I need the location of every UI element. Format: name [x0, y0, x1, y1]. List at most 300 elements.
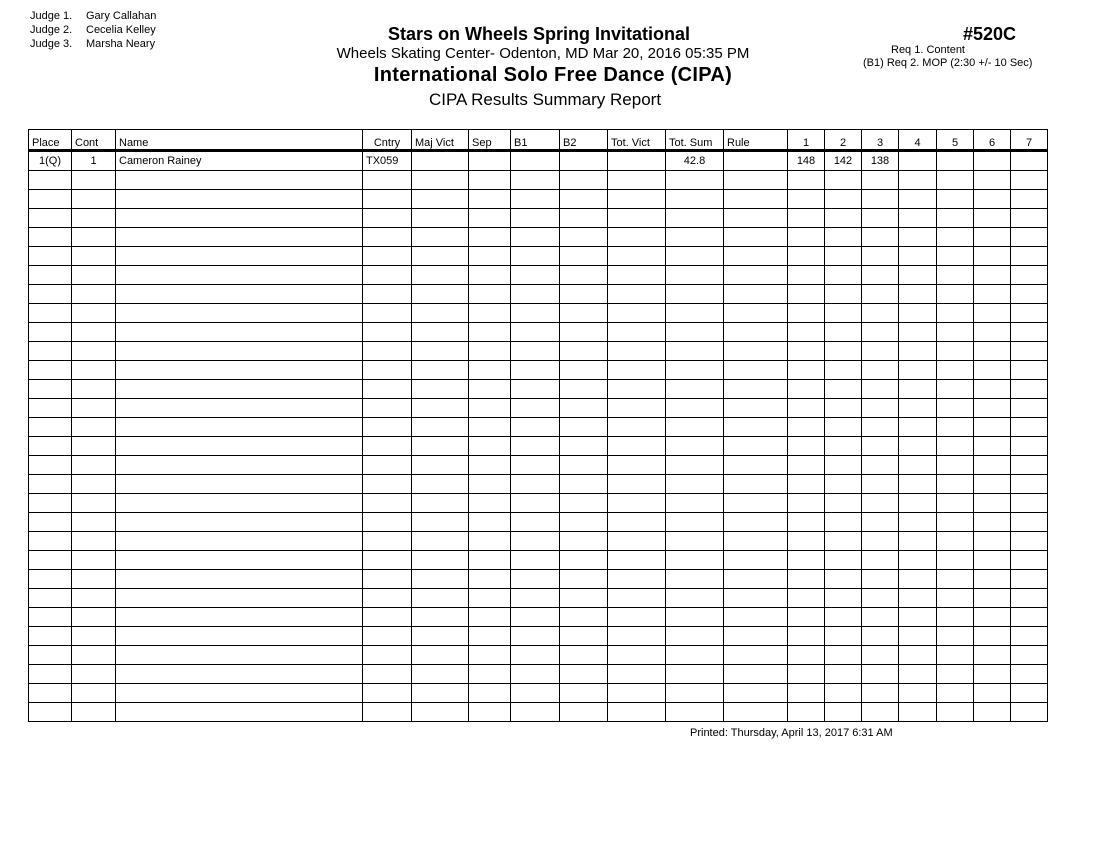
empty-cell — [608, 513, 666, 532]
judge-3: Judge 3. Marsha Neary — [30, 38, 156, 50]
empty-cell — [724, 494, 788, 513]
empty-cell — [469, 304, 511, 323]
col-header-rule: Rule — [724, 130, 788, 151]
empty-cell — [974, 608, 1011, 627]
empty-cell — [29, 684, 72, 703]
empty-cell — [29, 646, 72, 665]
empty-cell — [116, 285, 363, 304]
empty-cell — [899, 475, 937, 494]
col-header-maj-vict: Maj Vict — [412, 130, 469, 151]
empty-cell — [116, 646, 363, 665]
empty-cell — [116, 304, 363, 323]
empty-cell — [862, 418, 899, 437]
empty-cell — [29, 665, 72, 684]
judge-name: Gary Callahan — [86, 10, 157, 22]
empty-cell — [608, 589, 666, 608]
empty-cell — [666, 475, 724, 494]
empty-cell — [899, 323, 937, 342]
empty-cell — [937, 456, 974, 475]
empty-cell — [974, 551, 1011, 570]
empty-cell — [724, 323, 788, 342]
empty-cell — [412, 665, 469, 684]
table-row — [29, 513, 1048, 532]
empty-cell — [116, 380, 363, 399]
empty-cell — [666, 494, 724, 513]
empty-cell — [862, 399, 899, 418]
empty-cell — [29, 551, 72, 570]
empty-cell — [788, 171, 825, 190]
empty-cell — [363, 266, 412, 285]
empty-cell — [937, 399, 974, 418]
empty-cell — [1011, 304, 1048, 323]
empty-cell — [724, 665, 788, 684]
empty-cell — [72, 209, 116, 228]
empty-cell — [666, 209, 724, 228]
empty-cell — [29, 418, 72, 437]
empty-cell — [608, 361, 666, 380]
empty-cell — [724, 228, 788, 247]
empty-cell — [937, 304, 974, 323]
empty-cell — [899, 608, 937, 627]
empty-cell — [412, 190, 469, 209]
empty-cell — [608, 247, 666, 266]
empty-cell — [1011, 684, 1048, 703]
cell-sep — [469, 151, 511, 171]
empty-cell — [412, 551, 469, 570]
empty-cell — [825, 209, 862, 228]
empty-cell — [825, 228, 862, 247]
empty-cell — [412, 532, 469, 551]
empty-cell — [363, 209, 412, 228]
empty-cell — [937, 323, 974, 342]
empty-cell — [937, 285, 974, 304]
table-row — [29, 304, 1048, 323]
empty-cell — [788, 456, 825, 475]
empty-cell — [666, 646, 724, 665]
empty-cell — [116, 551, 363, 570]
empty-cell — [1011, 589, 1048, 608]
empty-cell — [363, 247, 412, 266]
empty-cell — [72, 190, 116, 209]
col-header-judge-7: 7 — [1011, 130, 1048, 151]
empty-cell — [899, 513, 937, 532]
competition-title: Stars on Wheels Spring Invitational — [387, 24, 691, 44]
empty-cell — [862, 456, 899, 475]
empty-cell — [825, 342, 862, 361]
empty-cell — [29, 399, 72, 418]
empty-cell — [560, 532, 608, 551]
empty-cell — [608, 266, 666, 285]
empty-cell — [608, 418, 666, 437]
empty-cell — [29, 456, 72, 475]
table-row — [29, 665, 1048, 684]
empty-cell — [72, 475, 116, 494]
empty-cell — [937, 380, 974, 399]
empty-cell — [724, 380, 788, 399]
empty-cell — [29, 494, 72, 513]
empty-cell — [29, 342, 72, 361]
cell-b1 — [511, 151, 560, 171]
empty-cell — [666, 456, 724, 475]
table-row — [29, 266, 1048, 285]
empty-cell — [29, 570, 72, 589]
empty-cell — [724, 532, 788, 551]
results-table — [28, 129, 1048, 722]
empty-cell — [363, 190, 412, 209]
empty-cell — [72, 342, 116, 361]
empty-cell — [511, 532, 560, 551]
empty-cell — [511, 570, 560, 589]
empty-cell — [666, 570, 724, 589]
empty-cell — [974, 190, 1011, 209]
empty-cell — [825, 665, 862, 684]
empty-cell — [788, 513, 825, 532]
empty-cell — [72, 627, 116, 646]
empty-cell — [412, 589, 469, 608]
empty-cell — [412, 475, 469, 494]
cell-name: Cameron Rainey — [116, 151, 363, 171]
cell-judge-7 — [1011, 151, 1048, 171]
empty-cell — [560, 323, 608, 342]
empty-cell — [862, 323, 899, 342]
empty-cell — [560, 418, 608, 437]
empty-cell — [363, 646, 412, 665]
empty-cell — [412, 361, 469, 380]
empty-cell — [608, 171, 666, 190]
empty-cell — [116, 418, 363, 437]
empty-cell — [724, 589, 788, 608]
empty-cell — [29, 190, 72, 209]
empty-cell — [1011, 551, 1048, 570]
empty-cell — [862, 304, 899, 323]
empty-cell — [560, 190, 608, 209]
table-row — [29, 228, 1048, 247]
empty-cell — [363, 304, 412, 323]
empty-cell — [666, 532, 724, 551]
table-row — [29, 285, 1048, 304]
empty-cell — [825, 570, 862, 589]
empty-cell — [974, 418, 1011, 437]
empty-cell — [974, 209, 1011, 228]
empty-cell — [116, 209, 363, 228]
empty-cell — [72, 513, 116, 532]
empty-cell — [724, 646, 788, 665]
cell-tot-sum: 42.8 — [666, 151, 724, 171]
empty-cell — [116, 627, 363, 646]
empty-cell — [1011, 475, 1048, 494]
empty-cell — [469, 494, 511, 513]
empty-cell — [724, 190, 788, 209]
empty-cell — [469, 190, 511, 209]
empty-cell — [116, 684, 363, 703]
empty-cell — [511, 171, 560, 190]
empty-cell — [974, 570, 1011, 589]
empty-cell — [862, 247, 899, 266]
empty-cell — [560, 570, 608, 589]
empty-cell — [412, 380, 469, 399]
empty-cell — [469, 665, 511, 684]
empty-cell — [1011, 266, 1048, 285]
table-row — [29, 646, 1048, 665]
empty-cell — [974, 684, 1011, 703]
empty-cell — [560, 228, 608, 247]
empty-cell — [788, 475, 825, 494]
empty-cell — [560, 646, 608, 665]
empty-cell — [363, 703, 412, 722]
empty-cell — [937, 551, 974, 570]
empty-cell — [1011, 456, 1048, 475]
empty-cell — [72, 551, 116, 570]
empty-cell — [788, 228, 825, 247]
empty-cell — [788, 361, 825, 380]
empty-cell — [666, 171, 724, 190]
empty-cell — [974, 589, 1011, 608]
empty-cell — [788, 266, 825, 285]
empty-cell — [363, 418, 412, 437]
empty-cell — [511, 190, 560, 209]
empty-cell — [511, 209, 560, 228]
empty-cell — [666, 304, 724, 323]
empty-cell — [825, 608, 862, 627]
empty-cell — [899, 380, 937, 399]
empty-cell — [937, 342, 974, 361]
empty-cell — [1011, 494, 1048, 513]
empty-cell — [724, 608, 788, 627]
table-row — [29, 399, 1048, 418]
empty-cell — [116, 190, 363, 209]
empty-cell — [1011, 608, 1048, 627]
empty-cell — [116, 456, 363, 475]
empty-cell — [469, 513, 511, 532]
empty-cell — [937, 513, 974, 532]
empty-cell — [899, 190, 937, 209]
empty-cell — [412, 570, 469, 589]
empty-cell — [724, 456, 788, 475]
empty-cell — [788, 551, 825, 570]
empty-cell — [724, 361, 788, 380]
empty-cell — [724, 684, 788, 703]
empty-cell — [560, 551, 608, 570]
empty-cell — [862, 342, 899, 361]
empty-cell — [937, 437, 974, 456]
table-row — [29, 608, 1048, 627]
empty-cell — [116, 570, 363, 589]
empty-cell — [560, 589, 608, 608]
empty-cell — [788, 684, 825, 703]
empty-cell — [363, 285, 412, 304]
empty-cell — [363, 456, 412, 475]
printed-timestamp: Printed: Thursday, April 13, 2017 6:31 AM — [690, 727, 893, 739]
col-header-b2: B2 — [560, 130, 608, 151]
empty-cell — [469, 285, 511, 304]
empty-cell — [937, 665, 974, 684]
empty-cell — [560, 456, 608, 475]
empty-cell — [29, 228, 72, 247]
empty-cell — [724, 171, 788, 190]
empty-cell — [72, 380, 116, 399]
empty-cell — [974, 361, 1011, 380]
empty-cell — [560, 665, 608, 684]
empty-cell — [412, 646, 469, 665]
cell-judge-5 — [937, 151, 974, 171]
empty-cell — [724, 627, 788, 646]
empty-cell — [724, 437, 788, 456]
empty-cell — [1011, 418, 1048, 437]
empty-cell — [608, 323, 666, 342]
empty-cell — [412, 323, 469, 342]
empty-cell — [974, 380, 1011, 399]
empty-cell — [412, 437, 469, 456]
empty-cell — [511, 456, 560, 475]
empty-cell — [511, 627, 560, 646]
empty-cell — [974, 171, 1011, 190]
empty-cell — [974, 627, 1011, 646]
empty-cell — [29, 513, 72, 532]
empty-cell — [666, 684, 724, 703]
empty-cell — [511, 342, 560, 361]
empty-cell — [666, 285, 724, 304]
empty-cell — [560, 171, 608, 190]
empty-cell — [511, 285, 560, 304]
table-row — [29, 475, 1048, 494]
cell-judge-4 — [899, 151, 937, 171]
empty-cell — [469, 380, 511, 399]
table-row — [29, 361, 1048, 380]
cell-judge-2: 142 — [825, 151, 862, 171]
empty-cell — [511, 608, 560, 627]
empty-cell — [608, 532, 666, 551]
empty-cell — [666, 399, 724, 418]
table-row — [29, 418, 1048, 437]
empty-cell — [608, 209, 666, 228]
empty-cell — [1011, 570, 1048, 589]
empty-cell — [825, 684, 862, 703]
requirement-1: Req 1. Content — [891, 44, 965, 56]
empty-cell — [937, 684, 974, 703]
empty-cell — [937, 608, 974, 627]
empty-cell — [412, 456, 469, 475]
col-header-judge-4: 4 — [899, 130, 937, 151]
col-header-judge-1: 1 — [788, 130, 825, 151]
empty-cell — [862, 532, 899, 551]
empty-cell — [974, 513, 1011, 532]
empty-cell — [788, 703, 825, 722]
empty-cell — [560, 266, 608, 285]
empty-cell — [116, 475, 363, 494]
empty-cell — [412, 342, 469, 361]
empty-cell — [825, 247, 862, 266]
empty-cell — [788, 380, 825, 399]
empty-cell — [937, 475, 974, 494]
empty-cell — [899, 703, 937, 722]
empty-cell — [469, 228, 511, 247]
empty-cell — [560, 494, 608, 513]
table-row — [29, 532, 1048, 551]
empty-cell — [899, 684, 937, 703]
empty-cell — [469, 418, 511, 437]
empty-cell — [974, 475, 1011, 494]
empty-cell — [899, 532, 937, 551]
empty-cell — [862, 627, 899, 646]
empty-cell — [899, 399, 937, 418]
empty-cell — [412, 247, 469, 266]
empty-cell — [974, 665, 1011, 684]
empty-cell — [511, 399, 560, 418]
empty-cell — [862, 646, 899, 665]
empty-cell — [1011, 513, 1048, 532]
empty-cell — [666, 551, 724, 570]
empty-cell — [724, 551, 788, 570]
empty-cell — [72, 589, 116, 608]
empty-cell — [72, 171, 116, 190]
venue-date: Wheels Skating Center- Odenton, MD Mar 20, 2016 05:35 PM — [336, 45, 750, 62]
empty-cell — [1011, 437, 1048, 456]
empty-cell — [825, 399, 862, 418]
empty-cell — [116, 608, 363, 627]
empty-cell — [608, 551, 666, 570]
empty-cell — [899, 551, 937, 570]
empty-cell — [1011, 228, 1048, 247]
empty-cell — [469, 342, 511, 361]
empty-cell — [469, 532, 511, 551]
empty-cell — [862, 171, 899, 190]
empty-cell — [72, 665, 116, 684]
empty-cell — [937, 418, 974, 437]
empty-cell — [511, 304, 560, 323]
empty-cell — [899, 456, 937, 475]
empty-cell — [560, 342, 608, 361]
empty-cell — [788, 437, 825, 456]
empty-cell — [1011, 361, 1048, 380]
empty-cell — [29, 532, 72, 551]
judge-name: Marsha Neary — [86, 38, 156, 50]
empty-cell — [72, 532, 116, 551]
empty-cell — [560, 209, 608, 228]
table-row — [29, 342, 1048, 361]
empty-cell — [788, 399, 825, 418]
empty-cell — [788, 608, 825, 627]
table-row — [29, 380, 1048, 399]
table-row — [29, 627, 1048, 646]
empty-cell — [825, 627, 862, 646]
empty-cell — [825, 513, 862, 532]
empty-cell — [974, 247, 1011, 266]
table-row — [29, 437, 1048, 456]
cell-cont: 1 — [72, 151, 116, 171]
empty-cell — [1011, 532, 1048, 551]
empty-cell — [788, 665, 825, 684]
empty-cell — [666, 323, 724, 342]
empty-cell — [899, 228, 937, 247]
empty-cell — [72, 494, 116, 513]
empty-cell — [1011, 399, 1048, 418]
empty-cell — [511, 437, 560, 456]
empty-cell — [937, 532, 974, 551]
empty-cell — [862, 209, 899, 228]
empty-cell — [974, 703, 1011, 722]
empty-cell — [666, 665, 724, 684]
empty-cell — [974, 532, 1011, 551]
col-header-b1: B1 — [511, 130, 560, 151]
empty-cell — [469, 437, 511, 456]
empty-cell — [666, 266, 724, 285]
empty-cell — [724, 304, 788, 323]
empty-cell — [666, 247, 724, 266]
col-header-tot-vict: Tot. Vict — [608, 130, 666, 151]
empty-cell — [899, 304, 937, 323]
col-header-judge-5: 5 — [937, 130, 974, 151]
empty-cell — [724, 703, 788, 722]
